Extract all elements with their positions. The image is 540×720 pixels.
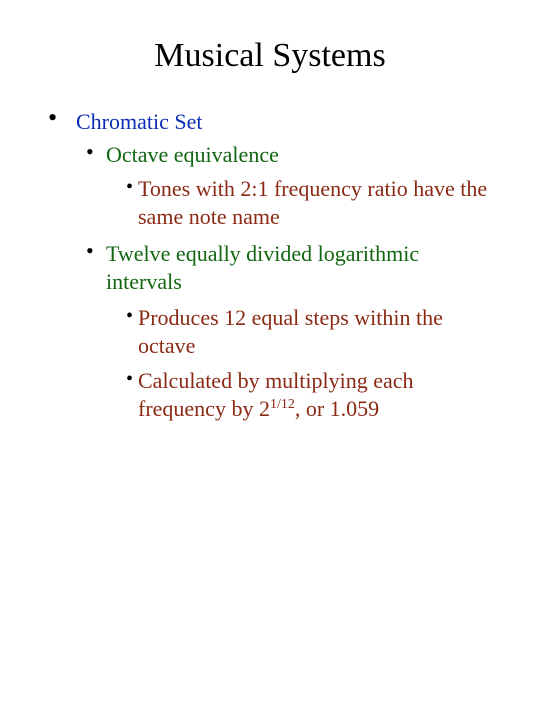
bullet-item-octave-equivalence — [86, 139, 506, 169]
bullet-text: Chromatic Set — [76, 109, 203, 134]
bullet-text-before: Calculated by multiplying each frequency by 2 — [138, 368, 414, 421]
slide-title: Musical Systems — [154, 37, 386, 74]
bullet-text-after: , or 1.059 — [294, 396, 380, 421]
bullet-item-logarithmic-intervals — [86, 238, 478, 296]
bullet-text: Twelve equally divided logarithmic intervals — [106, 241, 420, 294]
bullet-item-frequency-ratio — [126, 175, 498, 231]
bullet-marker: • — [126, 368, 134, 390]
bullet-text: Octave equivalence — [106, 142, 279, 167]
bullet-marker: • — [86, 139, 94, 164]
bullet-item-chromatic-set — [48, 103, 496, 136]
bullet-item-equal-steps — [126, 304, 498, 360]
bullet-marker: • — [126, 305, 134, 327]
bullet-marker: • — [48, 103, 58, 132]
bullet-marker: • — [126, 176, 134, 198]
exponent-superscript: 1/12 — [269, 397, 295, 412]
bullet-text: Produces 12 equal steps within the octave — [138, 305, 443, 358]
bullet-item-calculation — [126, 367, 458, 423]
bullet-text: Tones with 2:1 frequency ratio have the same note name — [138, 176, 488, 229]
bullet-text — [138, 368, 414, 421]
bullet-marker: • — [86, 238, 94, 263]
